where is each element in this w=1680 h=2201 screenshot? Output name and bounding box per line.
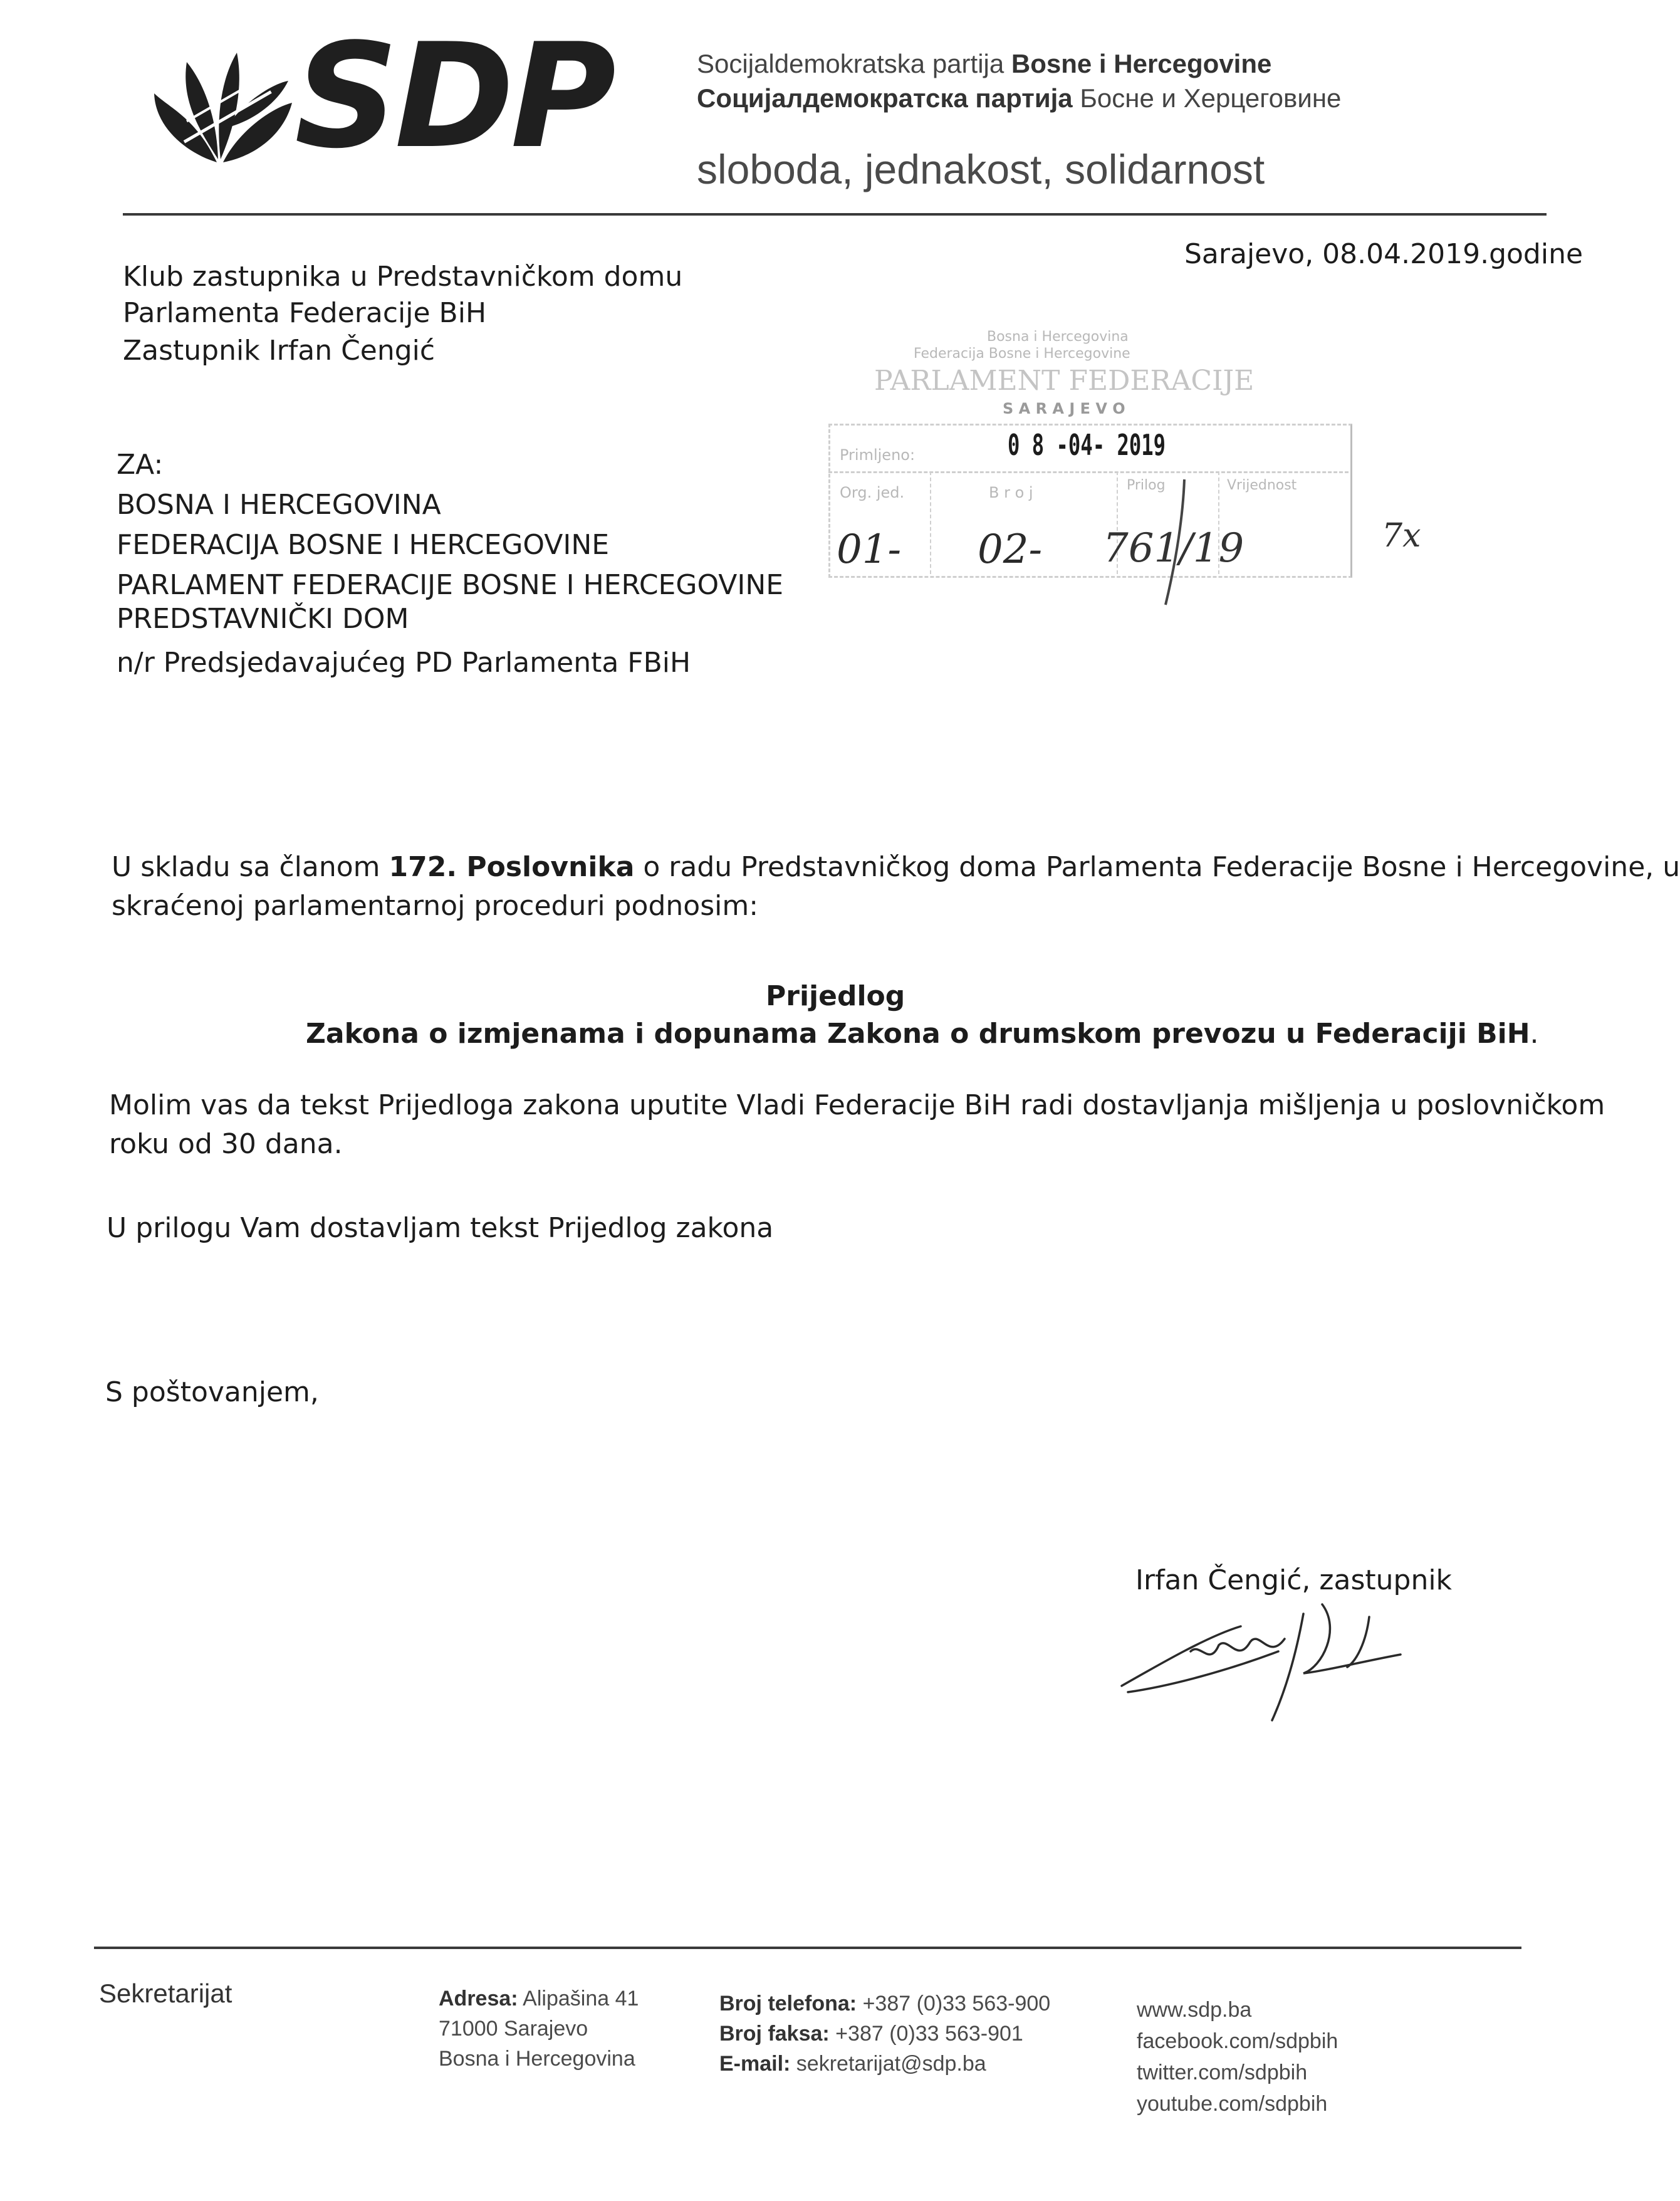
sender-line: Parlamenta Federacije BiH [123,297,487,329]
footer-phone: Broj telefona: +387 (0)33 563-900 [719,1992,1051,2015]
stamp-col-divider [930,471,931,574]
stamp-line: Federacija Bosne i Hercegovine [914,346,1130,362]
recipient-line: PARLAMENT FEDERACIJE BOSNE I HERCEGOVINE [117,569,784,601]
request-paragraph-line2: roku od 30 dana. [109,1128,343,1160]
stamp-org-value: 01- [837,526,902,573]
stamp-col-org: Org. jed. [840,484,905,501]
rose-logo-icon [143,34,300,172]
stamp-number-value: 761/19 [1103,525,1244,572]
closing-greeting: S poštovanjem, [105,1376,319,1408]
stamp-col-broj: B r o j [989,484,1033,501]
sender-line: Zastupnik Irfan Čengić [123,335,436,367]
recipient-label: ZA: [117,449,164,481]
stamp-line: S A R A J E V O [1003,400,1125,417]
recipient-line: BOSNA I HERCEGOVINA [117,489,441,521]
sender-line: Klub zastupnika u Predstavničkom domu [123,261,683,293]
logo-wordmark: SDP [295,13,613,180]
recipient-line: PREDSTAVNIČKI DOM [117,603,409,635]
stamp-line: PARLAMENT FEDERACIJE [874,365,1255,397]
proposal-subtitle: Zakona o izmjenama i dopunama Zakona o drumskom prevozu u Federaciji BiH. [306,1018,1539,1050]
footer-fax: Broj faksa: +387 (0)33 563-901 [719,2022,1023,2046]
footer-address-line: Bosna i Hercegovina [439,2047,635,2071]
party-name-latin: Socijaldemokratska partija Bosne i Hercegovine [697,49,1272,78]
party-motto: sloboda, jednakost, solidarnost [697,146,1265,192]
intro-paragraph-line2: skraćenoj parlamentarnoj proceduri podnosim: [112,890,759,922]
request-paragraph: Molim vas da tekst Prijedloga zakona uputite Vladi Federacije BiH radi dostavljanja mišljenja u poslovničkom [109,1089,1605,1121]
stamp-received-date: 0 8 -04- 2019 [1008,428,1166,462]
footer-link-twitter[interactable]: twitter.com/sdpbih [1137,2061,1308,2084]
footer-divider [94,1947,1521,1949]
footer-link-website[interactable]: www.sdp.ba [1137,1998,1252,2022]
stamp-margin-note: 7x [1382,517,1421,555]
attachment-note: U prilogu Vam dostavljam tekst Prijedlog zakona [107,1212,774,1244]
signature-name: Irfan Čengić, zastupnik [1135,1564,1453,1596]
footer-section: Sekretarijat [99,1979,232,2008]
header-divider [123,213,1547,216]
footer-address: Adresa: Alipašina 41 [439,1987,639,2010]
recipient-line: FEDERACIJA BOSNE I HERCEGOVINE [117,529,610,561]
handwritten-signature [1115,1592,1416,1723]
stamp-line: Bosna i Hercegovina [987,329,1129,345]
letter-date: Sarajevo, 08.04.2019.godine [1184,238,1583,270]
stamp-pen-stroke [1159,476,1197,608]
stamp-broj-value: 02- [978,526,1043,573]
stamp-col-vrijednost: Vrijednost [1227,478,1297,493]
intro-paragraph: U skladu sa članom 172. Poslovnika o radu Predstavničkog doma Parlamenta Federacije Bosne i Hercegovine, u [112,851,1680,883]
stamp-row-divider [828,471,1349,473]
stamp-col-prilog: Prilog [1127,478,1166,493]
footer-link-youtube[interactable]: youtube.com/sdpbih [1137,2092,1328,2116]
recipient-line: n/r Predsjedavajućeg PD Parlamenta FBiH [117,647,691,679]
proposal-title: Prijedlog [766,980,905,1012]
stamp-received-label: Primljeno: [840,446,916,464]
footer-email: E-mail: sekretarijat@sdp.ba [719,2052,986,2076]
party-name-cyrillic: Социјалдемократска партија Босне и Херцеговине [697,83,1342,113]
footer-address-line: 71000 Sarajevo [439,2017,588,2041]
footer-link-facebook[interactable]: facebook.com/sdpbih [1137,2029,1338,2053]
